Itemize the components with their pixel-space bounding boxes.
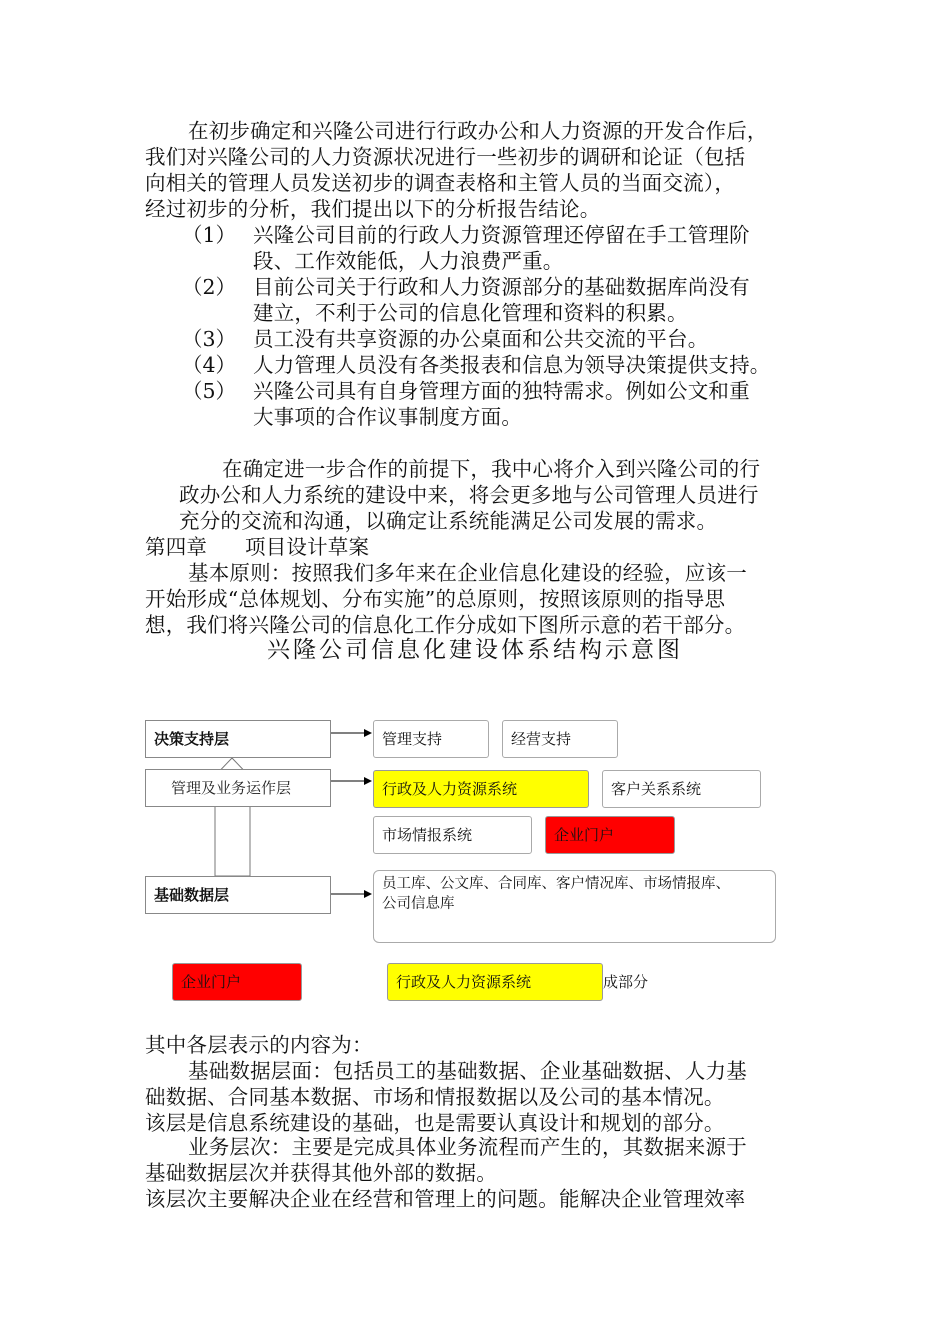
list-item-number: （5） (182, 379, 237, 403)
cooperation-line-2: 政办公和人力系统的建设中来，将会更多地与公司管理人员进行 (179, 483, 759, 507)
module-label: 经营支持 (511, 730, 572, 748)
db-list-line: 公司信息库 (382, 896, 455, 912)
layer-decision-support (145, 720, 331, 758)
module-business-support (502, 720, 618, 758)
module-management-support (373, 720, 489, 758)
list-item-text: 段、工作效能低，人力浪费严重。 (253, 249, 564, 273)
arrow-head-icon (364, 890, 372, 898)
module-label: 市场情报系统 (382, 826, 473, 844)
principle-line-2: 开始形成“总体规划、分布实施”的总原则，按照该原则的指导思 (145, 587, 726, 611)
chapter-number: 第四章 (145, 535, 208, 559)
list-item-text: 人力管理人员没有各类报表和信息为领导决策提供支持。 (253, 353, 771, 377)
layer-operation (145, 769, 331, 807)
module-label: 客户关系系统 (611, 780, 702, 798)
principle-line-3: 想，我们将兴隆公司的信息化工作分成如下图所示意的若干部分。 (145, 613, 746, 637)
layer-base-data (145, 876, 331, 914)
module-market-intel-system (373, 816, 532, 854)
layer-label: 基础数据层 (154, 886, 230, 904)
business-layer-line-2: 基础数据层次并获得其他外部的数据。 (145, 1161, 497, 1185)
module-label: 企业门户 (554, 826, 615, 844)
module-crm-system (602, 770, 761, 808)
data-layer-line-2: 础数据、合同基本数据、市场和情报数据以及公司的基本情况。 (145, 1085, 725, 1109)
data-layer-line-1: 基础数据层面：包括员工的基础数据、企业基础数据、人力基 (188, 1059, 747, 1083)
legend-enterprise-portal (172, 963, 302, 1001)
layers-heading: 其中各层表示的内容为： (145, 1033, 373, 1057)
module-admin-hr-system (373, 770, 589, 808)
list-item-text: 大事项的合作议事制度方面。 (253, 405, 523, 429)
module-databases (373, 870, 776, 943)
module-enterprise-portal (545, 816, 675, 854)
intro-line-2: 我们对兴隆公司的人力资源状况进行一些初步的调研和论证（包括 (145, 145, 746, 169)
intro-line-1: 在初步确定和兴隆公司进行行政办公和人力资源的开发合作后， (188, 119, 768, 143)
module-label: 管理支持 (382, 730, 443, 748)
data-layer-line-3: 该层是信息系统建设的基础，也是需要认真设计和规划的部分。 (145, 1111, 725, 1135)
layer-label: 管理及业务运作层 (171, 779, 292, 797)
arrow-head-icon (364, 729, 372, 737)
module-label: 行政及人力资源系统 (382, 780, 518, 798)
business-layer-line-1: 业务层次：主要是完成具体业务流程而产生的，其数据来源于 (188, 1135, 747, 1159)
business-layer-line-3: 该层次主要解决企业在经营和管理上的问题。能解决企业管理效率 (145, 1187, 746, 1211)
db-list-line: 员工库、公文库、合同库、客户情况库、市场情报库、 (382, 876, 730, 892)
legend-suffix: 成部分 (603, 973, 649, 991)
list-item-text: 兴隆公司具有自身管理方面的独特需求。例如公文和重 (253, 379, 750, 403)
cooperation-line-3: 充分的交流和沟通，以确定让系统能满足公司发展的需求。 (179, 509, 718, 533)
cooperation-line-1: 在确定进一步合作的前提下，我中心将介入到兴隆公司的行 (222, 457, 761, 481)
list-item-number: （2） (182, 275, 237, 299)
legend-label: 行政及人力资源系统 (396, 973, 532, 991)
intro-line-4: 经过初步的分析，我们提出以下的分析报告结论。 (145, 197, 601, 221)
list-item-number: （1） (182, 223, 237, 247)
list-item-text: 员工没有共享资源的办公桌面和公共交流的平台。 (253, 327, 709, 351)
legend-admin-hr-system (387, 963, 603, 1001)
intro-line-3: 向相关的管理人员发送初步的调查表格和主管人员的当面交流）， (145, 171, 736, 195)
chapter-title: 项目设计草案 (245, 535, 370, 559)
legend-label: 企业门户 (181, 973, 242, 991)
arrow-head-icon (364, 777, 372, 785)
layer-label: 决策支持层 (154, 730, 230, 748)
list-item-number: （3） (182, 327, 237, 351)
list-item-text: 建立，不利于公司的信息化管理和资料的积累。 (253, 301, 688, 325)
list-item-text: 兴隆公司目前的行政人力资源管理还停留在手工管理阶 (253, 223, 750, 247)
figure-caption: 兴隆公司信息化建设体系结构示意图 (267, 637, 683, 663)
list-item-text: 目前公司关于行政和人力资源部分的基础数据库尚没有 (253, 275, 750, 299)
list-item-number: （4） (182, 353, 237, 377)
principle-line-1: 基本原则：按照我们多年来在企业信息化建设的经验，应该一 (188, 561, 747, 585)
